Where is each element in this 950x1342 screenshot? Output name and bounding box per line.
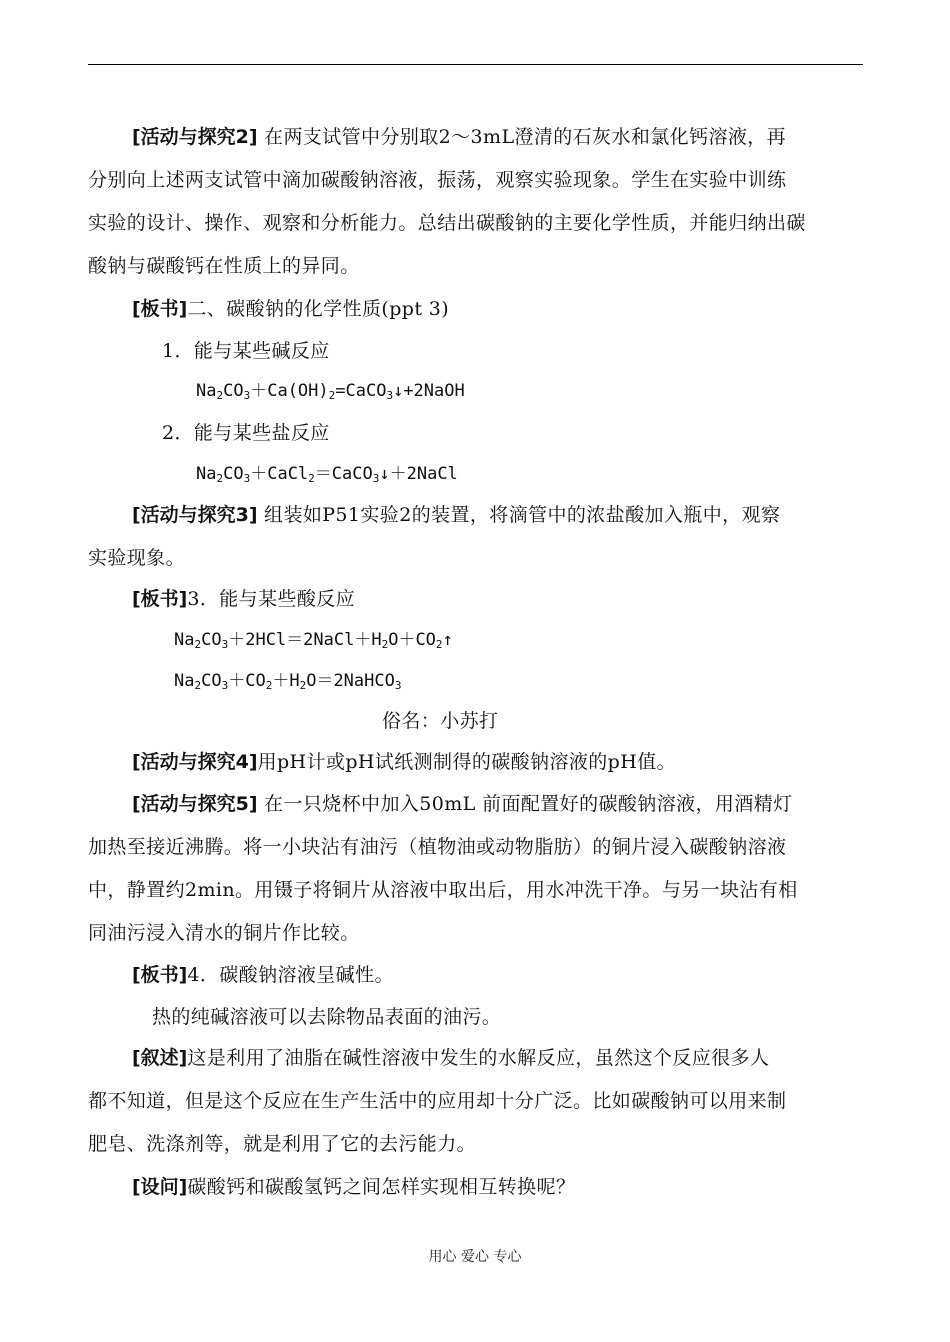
activity-2-line-4: 酸钠与碳酸钙在性质上的异同。: [88, 255, 360, 277]
board-3-note: 热的纯碱溶液可以去除物品表面的油污。: [152, 1006, 502, 1028]
board-1-item-2: 2．能与某些盐反应: [162, 422, 330, 444]
activity-5-line-4: 同油污浸入清水的铜片作比较。: [88, 922, 360, 944]
board-1-item-1: 1．能与某些碱反应: [162, 340, 330, 362]
narration-tag: [叙述]: [132, 1047, 188, 1069]
board-3-tag: [板书]: [132, 964, 188, 986]
equation-na2co3-hcl: $Na_2CO_3+2HCl=2NaCl+H_2O+CO_2↑$: [174, 630, 453, 651]
equation-na2co3-caoh2: $Na_2CO_3+Ca(OH)_2=CaCO_3↓+2NaOH$: [196, 381, 465, 402]
question-tag: [设问]: [132, 1176, 188, 1198]
equation-na2co3-co2-h2o: $Na_2CO_3+CO_2+H_2O=2NaHCO_3$: [174, 671, 402, 692]
activity-3-line-2: 实验现象。: [88, 547, 186, 569]
board-2-tag: [板书]: [132, 588, 188, 610]
activity-2-line-1: [活动与探究2] 在两支试管中分别取2～3mL澄清的石灰水和氯化钙溶液，再: [132, 126, 787, 148]
activity-4-tag: [活动与探究4]: [132, 751, 258, 773]
activity-2-tag: [活动与探究2]: [132, 126, 258, 148]
activity-5-tag: [活动与探究5]: [132, 793, 258, 815]
activity-3-line-1: [活动与探究3] 组装如P51实验2的装置，将滴管中的浓盐酸加入瓶中，观察: [132, 504, 781, 526]
question-line: [设问]碳酸钙和碳酸氢钙之间怎样实现相互转换呢？: [132, 1176, 576, 1198]
activity-5-line-3: 中，静置约2min。用镊子将铜片从溶液中取出后，用水冲洗干净。与另一块沾有相: [88, 879, 798, 901]
activity-3-tag: [活动与探究3]: [132, 504, 258, 526]
equation-na2co3-cacl2: $Na_2CO_3+CaCl_2=CaCO_3↓+2NaCl$: [196, 464, 458, 485]
page-footer: 用心 爱心 专心: [428, 1249, 522, 1265]
board-1-heading: [板书]二、碳酸钠的化学性质(ppt 3): [132, 298, 450, 320]
activity-5-line-1: [活动与探究5] 在一只烧杯中加入50mL 前面配置好的碳酸钠溶液，用酒精灯: [132, 793, 793, 815]
board-3-heading: [板书]4．碳酸钠溶液呈碱性。: [132, 964, 394, 986]
narration-line-2: 都不知道，但是这个反应在生产生活中的应用却十分广泛。比如碳酸钠可以用来制: [88, 1090, 787, 1112]
board-2-heading: [板书]3．能与某些酸反应: [132, 588, 356, 610]
header-rule: [88, 64, 863, 65]
board-1-tag: [板书]: [132, 298, 188, 320]
common-name-baking-soda: 俗名：小苏打: [382, 710, 499, 732]
activity-4-line: [活动与探究4]用pH计或pH试纸测制得的碳酸钠溶液的pH值。: [132, 751, 676, 773]
activity-2-line-3: 实验的设计、操作、观察和分析能力。总结出碳酸钠的主要化学性质，并能归纳出碳: [88, 212, 806, 234]
narration-line-3: 肥皂、洗涤剂等，就是利用了它的去污能力。: [88, 1133, 477, 1155]
activity-2-line-2: 分别向上述两支试管中滴加碳酸钠溶液，振荡，观察实验现象。学生在实验中训练: [88, 169, 787, 191]
narration-line-1: [叙述]这是利用了油脂在碱性溶液中发生的水解反应，虽然这个反应很多人: [132, 1047, 770, 1069]
activity-5-line-2: 加热至接近沸腾。将一小块沾有油污（植物油或动物脂肪）的铜片浸入碳酸钠溶液: [88, 836, 787, 858]
